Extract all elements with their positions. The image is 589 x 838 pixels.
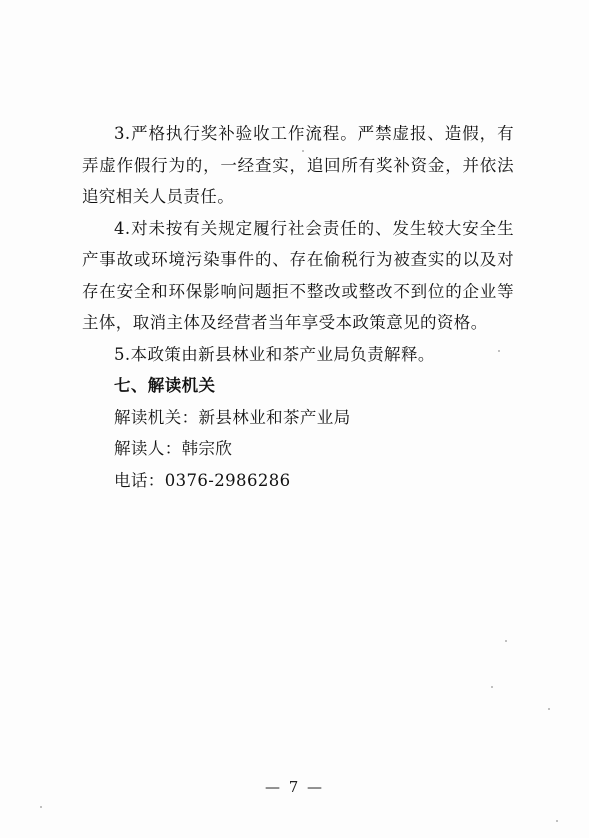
paragraph-item-4: 4.对未按有关规定履行社会责任的、发生较大安全生产事故或环境污染事件的、存在偷税行为被查实的以及对存在安全和环保影响问题拒不整改或整改不到位的企业等主体，取消主体及经营者当年享受本政策意见的资格。	[82, 218, 514, 332]
scan-speck	[498, 350, 500, 352]
scan-speck	[505, 640, 507, 642]
scan-speck	[40, 806, 42, 808]
scan-speck	[302, 150, 304, 152]
page-number: — 7 —	[264, 778, 325, 796]
scan-speck	[548, 708, 550, 710]
paragraph-item-5: 5.本政策由新县林业和茶产业局负责解释。	[114, 344, 435, 364]
scan-speck	[556, 820, 558, 822]
document-body	[82, 118, 514, 496]
contact-agency: 解读机关：新县林业和茶产业局	[114, 407, 351, 427]
section-heading: 七、解读机关	[114, 376, 216, 395]
paragraph-item-3: 3.严格执行奖补验收工作流程。严禁虚报、造假，有弄虚作假行为的，一经查实，追回所有奖补资金，并依法追究相关人员责任。	[82, 124, 514, 206]
scan-speck	[491, 686, 493, 688]
contact-person: 解读人：韩宗欣	[114, 439, 233, 458]
contact-phone: 电话：0376-2986286	[114, 470, 291, 490]
